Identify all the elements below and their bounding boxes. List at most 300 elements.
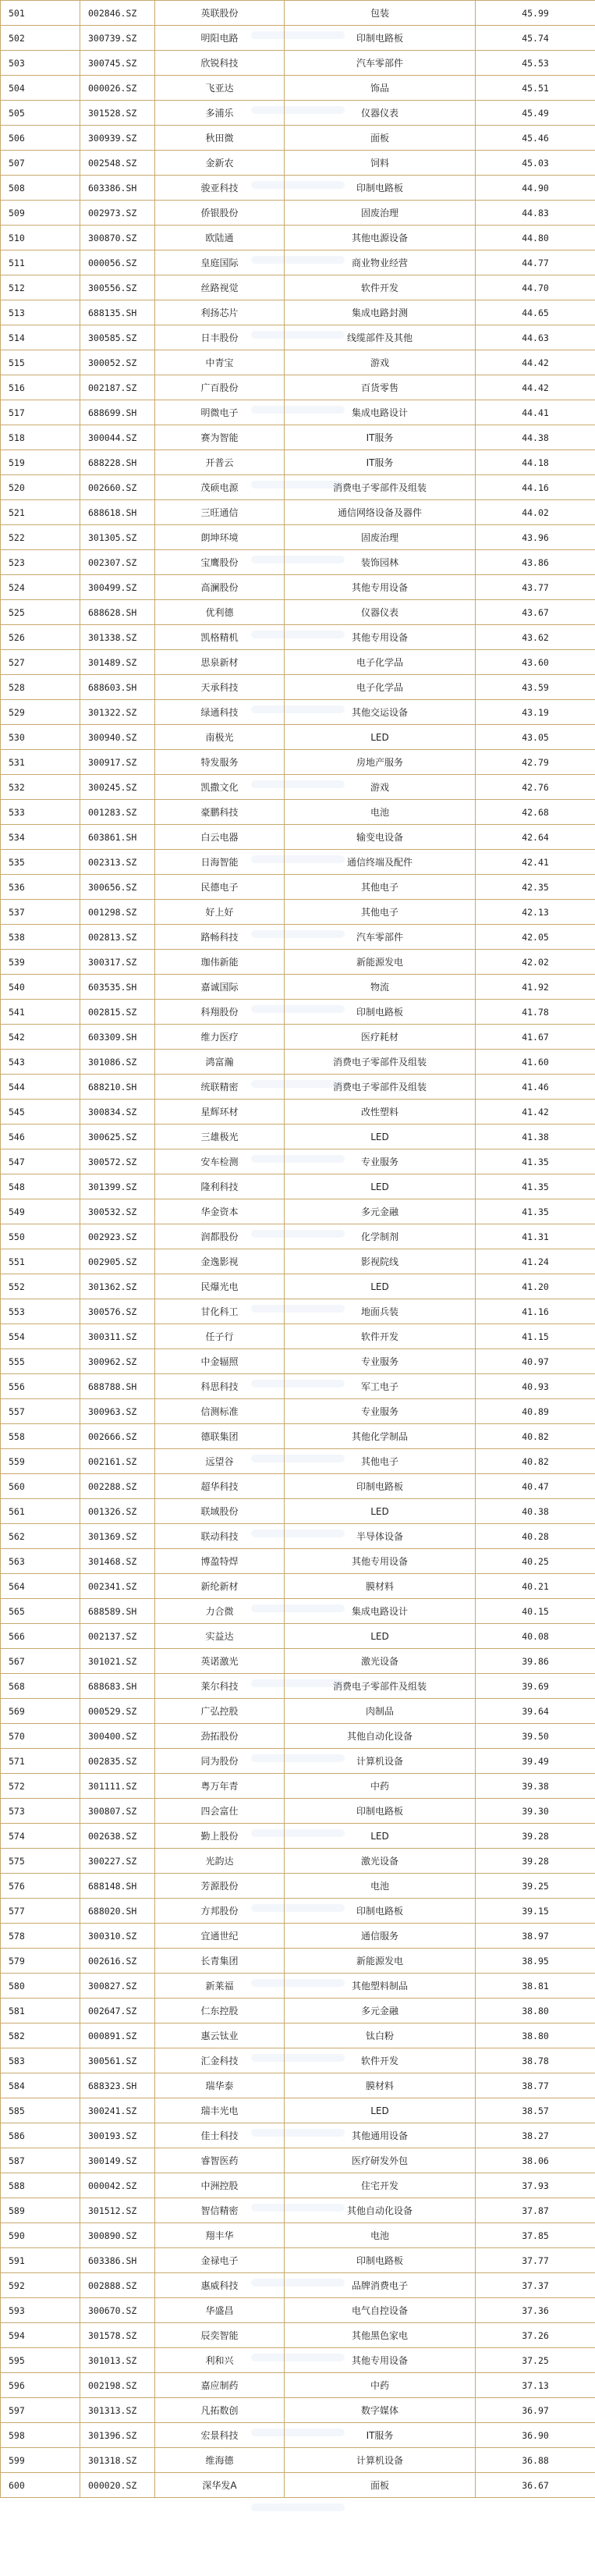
rank-cell: 600 (1, 2473, 80, 2498)
stock-code-cell: 002846.SZ (80, 1, 155, 26)
rank-cell: 554 (1, 1324, 80, 1349)
score-cell: 41.46 (476, 1075, 595, 1100)
table-row (1, 1699, 595, 1724)
company-name-cell: 远望谷 (155, 1449, 285, 1474)
rank-cell: 573 (1, 1799, 80, 1824)
stock-code-cell: 688683.SH (80, 1674, 155, 1699)
industry-cell: IT服务 (285, 425, 476, 450)
company-name-cell: 维海德 (155, 2448, 285, 2473)
company-name-cell: 宜通世纪 (155, 1924, 285, 1949)
industry-cell: 计算机设备 (285, 1749, 476, 1774)
rank-cell: 541 (1, 1000, 80, 1025)
table-row (1, 925, 595, 950)
industry-cell: 膜材料 (285, 2073, 476, 2098)
table-row (1, 1924, 595, 1949)
stock-code-cell: 301362.SZ (80, 1274, 155, 1299)
score-cell: 45.51 (476, 76, 595, 101)
company-name-cell: 凯格精机 (155, 625, 285, 650)
company-name-cell: 日丰股份 (155, 325, 285, 350)
company-name-cell: 宝鹰股份 (155, 550, 285, 575)
company-name-cell: 利扬芯片 (155, 300, 285, 325)
industry-cell: 住宅开发 (285, 2173, 476, 2198)
score-cell: 39.38 (476, 1774, 595, 1799)
industry-cell: 电气自控设备 (285, 2298, 476, 2323)
company-name-cell: 凯撒文化 (155, 775, 285, 800)
company-name-cell: 仁东控股 (155, 1999, 285, 2023)
table-row (1, 625, 595, 650)
table-row (1, 1274, 595, 1299)
industry-cell: 专业服务 (285, 1349, 476, 1374)
stock-code-cell: 603309.SH (80, 1025, 155, 1050)
industry-cell: LED (285, 725, 476, 750)
company-name-cell: 好上好 (155, 900, 285, 925)
stock-code-cell: 688323.SH (80, 2073, 155, 2098)
stock-code-cell: 301111.SZ (80, 1774, 155, 1799)
score-cell: 44.90 (476, 176, 595, 201)
rank-cell: 544 (1, 1075, 80, 1100)
table-row (1, 51, 595, 76)
table-row (1, 1749, 595, 1774)
rank-cell: 513 (1, 300, 80, 325)
company-name-cell: 嘉应制药 (155, 2373, 285, 2398)
rank-cell: 577 (1, 1899, 80, 1924)
table-row (1, 2423, 595, 2448)
company-name-cell: 惠威科技 (155, 2273, 285, 2298)
score-cell: 37.77 (476, 2248, 595, 2273)
stock-code-cell: 300962.SZ (80, 1349, 155, 1374)
score-cell: 39.25 (476, 1874, 595, 1899)
industry-cell: 专业服务 (285, 1399, 476, 1424)
rank-cell: 596 (1, 2373, 80, 2398)
stock-code-cell: 000891.SZ (80, 2023, 155, 2048)
rank-cell: 595 (1, 2348, 80, 2373)
table-row (1, 2323, 595, 2348)
stock-code-cell: 301338.SZ (80, 625, 155, 650)
stock-code-cell: 002923.SZ (80, 1224, 155, 1249)
company-name-cell: 中青宝 (155, 350, 285, 375)
stock-code-cell: 000056.SZ (80, 250, 155, 275)
company-name-cell: 新纶新材 (155, 1574, 285, 1599)
rank-cell: 564 (1, 1574, 80, 1599)
stock-code-cell: 002888.SZ (80, 2273, 155, 2298)
ranking-table-body (1, 1, 595, 2498)
table-row (1, 26, 595, 51)
company-name-cell: 安车检测 (155, 1149, 285, 1174)
stock-code-cell: 002813.SZ (80, 925, 155, 950)
score-cell: 37.13 (476, 2373, 595, 2398)
stock-code-cell: 300227.SZ (80, 1849, 155, 1874)
rank-cell: 532 (1, 775, 80, 800)
rank-cell: 570 (1, 1724, 80, 1749)
score-cell: 41.78 (476, 1000, 595, 1025)
score-cell: 45.46 (476, 126, 595, 151)
score-cell: 40.25 (476, 1549, 595, 1574)
table-row (1, 1025, 595, 1050)
table-row (1, 1449, 595, 1474)
company-name-cell: 赛为智能 (155, 425, 285, 450)
table-row (1, 2473, 595, 2498)
score-cell: 42.79 (476, 750, 595, 775)
score-cell: 36.90 (476, 2423, 595, 2448)
table-row (1, 825, 595, 850)
industry-cell: LED (285, 1174, 476, 1199)
stock-code-cell: 001283.SZ (80, 800, 155, 825)
rank-cell: 506 (1, 126, 80, 151)
industry-cell: 其他电子 (285, 1449, 476, 1474)
industry-cell: 房地产服务 (285, 750, 476, 775)
rank-cell: 537 (1, 900, 80, 925)
table-row (1, 176, 595, 201)
rank-cell: 504 (1, 76, 80, 101)
rank-cell: 585 (1, 2098, 80, 2123)
table-row (1, 2273, 595, 2298)
table-row (1, 1724, 595, 1749)
stock-code-cell: 002638.SZ (80, 1824, 155, 1849)
rank-cell: 529 (1, 700, 80, 725)
industry-cell: 消费电子零部件及组装 (285, 475, 476, 500)
score-cell: 44.41 (476, 400, 595, 425)
score-cell: 41.67 (476, 1025, 595, 1050)
industry-cell: 新能源发电 (285, 1949, 476, 1974)
rank-cell: 549 (1, 1199, 80, 1224)
stock-code-cell: 301322.SZ (80, 700, 155, 725)
table-row (1, 1599, 595, 1624)
table-row (1, 1849, 595, 1874)
stock-code-cell: 002815.SZ (80, 1000, 155, 1025)
company-name-cell: 方邦股份 (155, 1899, 285, 1924)
stock-code-cell: 301468.SZ (80, 1549, 155, 1574)
company-name-cell: 星辉环材 (155, 1100, 285, 1125)
rank-cell: 501 (1, 1, 80, 26)
stock-code-cell: 300870.SZ (80, 226, 155, 250)
table-row (1, 1399, 595, 1424)
stock-code-cell: 002905.SZ (80, 1249, 155, 1274)
table-row (1, 2148, 595, 2173)
industry-cell: 印制电路板 (285, 1000, 476, 1025)
score-cell: 40.28 (476, 1524, 595, 1549)
stock-code-cell: 688699.SH (80, 400, 155, 425)
table-row (1, 1524, 595, 1549)
score-cell: 38.27 (476, 2123, 595, 2148)
table-row (1, 1874, 595, 1899)
rank-cell: 566 (1, 1624, 80, 1649)
table-row (1, 650, 595, 675)
industry-cell: 化学制剂 (285, 1224, 476, 1249)
stock-code-cell: 300241.SZ (80, 2098, 155, 2123)
company-name-cell: 华盛昌 (155, 2298, 285, 2323)
score-cell: 40.82 (476, 1449, 595, 1474)
rank-cell: 520 (1, 475, 80, 500)
company-name-cell: 瑞丰光电 (155, 2098, 285, 2123)
score-cell: 37.26 (476, 2323, 595, 2348)
rank-cell: 534 (1, 825, 80, 850)
stock-code-cell: 300532.SZ (80, 1199, 155, 1224)
score-cell: 42.64 (476, 825, 595, 850)
score-cell: 41.15 (476, 1324, 595, 1349)
rank-cell: 502 (1, 26, 80, 51)
industry-cell: 印制电路板 (285, 1474, 476, 1499)
industry-cell: 影视院线 (285, 1249, 476, 1274)
score-cell: 41.35 (476, 1199, 595, 1224)
rank-cell: 505 (1, 101, 80, 126)
stock-code-cell: 001298.SZ (80, 900, 155, 925)
table-row (1, 500, 595, 525)
rank-cell: 550 (1, 1224, 80, 1249)
rank-cell: 562 (1, 1524, 80, 1549)
stock-code-cell: 300576.SZ (80, 1299, 155, 1324)
company-name-cell: 超华科技 (155, 1474, 285, 1499)
industry-cell: 改性塑料 (285, 1100, 476, 1125)
industry-cell: 通信终端及配件 (285, 850, 476, 875)
stock-code-cell: 301369.SZ (80, 1524, 155, 1549)
rank-cell: 510 (1, 226, 80, 250)
rank-cell: 572 (1, 1774, 80, 1799)
industry-cell: 百货零售 (285, 375, 476, 400)
score-cell: 43.96 (476, 525, 595, 550)
table-row (1, 201, 595, 226)
rank-cell: 552 (1, 1274, 80, 1299)
industry-cell: 其他电源设备 (285, 226, 476, 250)
table-row (1, 1075, 595, 1100)
industry-cell: 印制电路板 (285, 1799, 476, 1824)
table-row (1, 975, 595, 1000)
rank-cell: 511 (1, 250, 80, 275)
industry-cell: 面板 (285, 2473, 476, 2498)
table-row (1, 775, 595, 800)
stock-code-cell: 002341.SZ (80, 1574, 155, 1599)
rank-cell: 533 (1, 800, 80, 825)
score-cell: 42.35 (476, 875, 595, 900)
table-row (1, 76, 595, 101)
company-name-cell: 三雄极光 (155, 1125, 285, 1149)
stock-code-cell: 002666.SZ (80, 1424, 155, 1449)
company-name-cell: 莱尔科技 (155, 1674, 285, 1699)
stock-code-cell: 000020.SZ (80, 2473, 155, 2498)
stock-code-cell: 301396.SZ (80, 2423, 155, 2448)
score-cell: 39.49 (476, 1749, 595, 1774)
company-name-cell: 睿智医药 (155, 2148, 285, 2173)
table-row (1, 550, 595, 575)
company-name-cell: 金逸影视 (155, 1249, 285, 1274)
rank-cell: 597 (1, 2398, 80, 2423)
industry-cell: 数字媒体 (285, 2398, 476, 2423)
stock-code-cell: 002835.SZ (80, 1749, 155, 1774)
table-row (1, 1000, 595, 1025)
company-name-cell: 欣锐科技 (155, 51, 285, 76)
rank-cell: 565 (1, 1599, 80, 1624)
industry-cell: 包装 (285, 1, 476, 26)
stock-code-cell: 603861.SH (80, 825, 155, 850)
stock-code-cell: 300499.SZ (80, 575, 155, 600)
rank-cell: 530 (1, 725, 80, 750)
company-name-cell: 民爆光电 (155, 1274, 285, 1299)
score-cell: 38.77 (476, 2073, 595, 2098)
rank-cell: 568 (1, 1674, 80, 1699)
industry-cell: 通信服务 (285, 1924, 476, 1949)
rank-cell: 578 (1, 1924, 80, 1949)
industry-cell: IT服务 (285, 450, 476, 475)
rank-cell: 519 (1, 450, 80, 475)
rank-cell: 517 (1, 400, 80, 425)
rank-cell: 579 (1, 1949, 80, 1974)
stock-code-cell: 688603.SH (80, 675, 155, 700)
industry-cell: 消费电子零部件及组装 (285, 1674, 476, 1699)
stock-code-cell: 300310.SZ (80, 1924, 155, 1949)
company-name-cell: 长青集团 (155, 1949, 285, 1974)
company-name-cell: 深华发A (155, 2473, 285, 2498)
company-name-cell: 凡拓数创 (155, 2398, 285, 2423)
table-row (1, 450, 595, 475)
stock-code-cell: 688618.SH (80, 500, 155, 525)
stock-code-cell: 688589.SH (80, 1599, 155, 1624)
rank-cell: 561 (1, 1499, 80, 1524)
company-name-cell: 三旺通信 (155, 500, 285, 525)
rank-cell: 571 (1, 1749, 80, 1774)
table-row (1, 850, 595, 875)
stock-code-cell: 300193.SZ (80, 2123, 155, 2148)
rank-cell: 584 (1, 2073, 80, 2098)
stock-code-cell: 301021.SZ (80, 1649, 155, 1674)
industry-cell: 固废治理 (285, 525, 476, 550)
table-row (1, 226, 595, 250)
stock-code-cell: 300625.SZ (80, 1125, 155, 1149)
stock-code-cell: 300834.SZ (80, 1100, 155, 1125)
table-row (1, 1125, 595, 1149)
company-name-cell: 特发服务 (155, 750, 285, 775)
score-cell: 44.02 (476, 500, 595, 525)
industry-cell: 游戏 (285, 775, 476, 800)
table-row (1, 1, 595, 26)
table-row (1, 2448, 595, 2473)
industry-cell: 软件开发 (285, 275, 476, 300)
industry-cell: 印制电路板 (285, 26, 476, 51)
score-cell: 42.02 (476, 950, 595, 975)
company-name-cell: 开普云 (155, 450, 285, 475)
stock-code-cell: 688135.SH (80, 300, 155, 325)
company-name-cell: 日海智能 (155, 850, 285, 875)
industry-cell: 固废治理 (285, 201, 476, 226)
stock-code-cell: 301086.SZ (80, 1050, 155, 1075)
stock-code-cell: 300963.SZ (80, 1399, 155, 1424)
stock-code-cell: 300890.SZ (80, 2223, 155, 2248)
stock-code-cell: 300739.SZ (80, 26, 155, 51)
score-cell: 44.83 (476, 201, 595, 226)
rank-cell: 547 (1, 1149, 80, 1174)
score-cell: 45.49 (476, 101, 595, 126)
company-name-cell: 明微电子 (155, 400, 285, 425)
rank-cell: 508 (1, 176, 80, 201)
rank-cell: 526 (1, 625, 80, 650)
score-cell: 38.57 (476, 2098, 595, 2123)
rank-cell: 581 (1, 1999, 80, 2023)
rank-cell: 531 (1, 750, 80, 775)
table-row (1, 300, 595, 325)
stock-code-cell: 002307.SZ (80, 550, 155, 575)
table-row (1, 675, 595, 700)
rank-cell: 588 (1, 2173, 80, 2198)
rank-cell: 528 (1, 675, 80, 700)
industry-cell: 膜材料 (285, 1574, 476, 1599)
company-name-cell: 多浦乐 (155, 101, 285, 126)
industry-cell: 其他专用设备 (285, 575, 476, 600)
table-row (1, 2248, 595, 2273)
rank-cell: 557 (1, 1399, 80, 1424)
table-row (1, 1100, 595, 1125)
company-name-cell: 汇金科技 (155, 2048, 285, 2073)
score-cell: 45.53 (476, 51, 595, 76)
company-name-cell: 中金辐照 (155, 1349, 285, 1374)
table-row (1, 1649, 595, 1674)
table-row (1, 1624, 595, 1649)
table-row (1, 2348, 595, 2373)
company-name-cell: 博盈特焊 (155, 1549, 285, 1574)
industry-cell: 印制电路板 (285, 2248, 476, 2273)
industry-cell: 通信网络设备及器件 (285, 500, 476, 525)
industry-cell: 印制电路板 (285, 176, 476, 201)
company-name-cell: 南极光 (155, 725, 285, 750)
rank-cell: 586 (1, 2123, 80, 2148)
company-name-cell: 劲拓股份 (155, 1724, 285, 1749)
company-name-cell: 信测标准 (155, 1399, 285, 1424)
table-row (1, 151, 595, 176)
score-cell: 38.06 (476, 2148, 595, 2173)
company-name-cell: 欧陆通 (155, 226, 285, 250)
table-row (1, 400, 595, 425)
score-cell: 42.76 (476, 775, 595, 800)
industry-cell: 饰品 (285, 76, 476, 101)
industry-cell: 输变电设备 (285, 825, 476, 850)
rank-cell: 523 (1, 550, 80, 575)
score-cell: 39.64 (476, 1699, 595, 1724)
industry-cell: 其他化学制品 (285, 1424, 476, 1449)
score-cell: 44.70 (476, 275, 595, 300)
score-cell: 43.67 (476, 600, 595, 625)
rank-cell: 540 (1, 975, 80, 1000)
score-cell: 40.97 (476, 1349, 595, 1374)
company-name-cell: 绿通科技 (155, 700, 285, 725)
company-name-cell: 芳源股份 (155, 1874, 285, 1899)
score-cell: 39.69 (476, 1674, 595, 1699)
stock-code-cell: 301512.SZ (80, 2198, 155, 2223)
score-cell: 43.19 (476, 700, 595, 725)
stock-code-cell: 002647.SZ (80, 1999, 155, 2023)
company-name-cell: 辰奕智能 (155, 2323, 285, 2348)
industry-cell: 其他专用设备 (285, 625, 476, 650)
stock-code-cell: 300670.SZ (80, 2298, 155, 2323)
industry-cell: 装饰园林 (285, 550, 476, 575)
score-cell: 41.31 (476, 1224, 595, 1249)
company-name-cell: 路畅科技 (155, 925, 285, 950)
rank-cell: 536 (1, 875, 80, 900)
table-row (1, 2298, 595, 2323)
company-name-cell: 科翔股份 (155, 1000, 285, 1025)
score-cell: 36.67 (476, 2473, 595, 2498)
score-cell: 40.38 (476, 1499, 595, 1524)
score-cell: 40.15 (476, 1599, 595, 1624)
stock-code-cell: 300556.SZ (80, 275, 155, 300)
table-row (1, 1574, 595, 1599)
score-cell: 36.97 (476, 2398, 595, 2423)
rank-cell: 560 (1, 1474, 80, 1499)
score-cell: 37.25 (476, 2348, 595, 2373)
industry-cell: LED (285, 1499, 476, 1524)
table-row (1, 1374, 595, 1399)
score-cell: 38.80 (476, 2023, 595, 2048)
table-row (1, 1899, 595, 1924)
rank-cell: 575 (1, 1849, 80, 1874)
stock-code-cell: 301013.SZ (80, 2348, 155, 2373)
industry-cell: 中药 (285, 2373, 476, 2398)
